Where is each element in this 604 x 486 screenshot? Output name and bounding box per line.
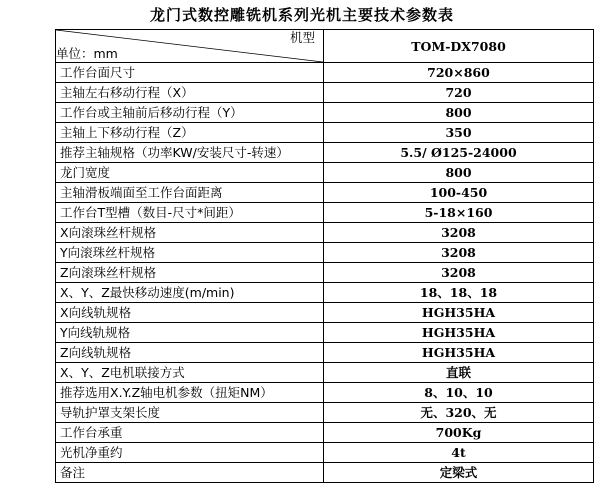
table-row	[56, 283, 594, 303]
spec-table	[55, 29, 594, 483]
table-row	[56, 223, 594, 243]
param-cell: X、Y、Z电机联接方式	[56, 363, 324, 383]
value-cell: 5.5/ Ø125-24000	[324, 143, 594, 163]
value-cell: 350	[324, 123, 594, 143]
value-cell: 720	[324, 83, 594, 103]
value-cell: 100-450	[324, 183, 594, 203]
table-row	[56, 163, 594, 183]
param-cell: X向线轨规格	[56, 303, 324, 323]
value-cell: 5-18×160	[324, 203, 594, 223]
value-cell: 无、320、无	[324, 403, 594, 423]
value-cell: 700Kg	[324, 423, 594, 443]
table-row	[56, 143, 594, 163]
table-row	[56, 243, 594, 263]
param-cell: 推荐主轴规格（功率KW/安装尺寸-转速）	[56, 143, 324, 163]
param-cell: 备注	[56, 463, 324, 483]
param-cell: 导轨护罩支架长度	[56, 403, 324, 423]
value-cell: 3208	[324, 263, 594, 283]
table-row	[56, 323, 594, 343]
param-cell: Y向线轨规格	[56, 323, 324, 343]
param-cell: Y向滚珠丝杆规格	[56, 243, 324, 263]
param-cell: 推荐选用X.Y.Z轴电机参数（扭矩NM）	[56, 383, 324, 403]
table-row	[56, 403, 594, 423]
table-row	[56, 203, 594, 223]
param-cell: 工作台或主轴前后移动行程（Y）	[56, 103, 324, 123]
param-cell: 主轴滑板端面至工作台面距离	[56, 183, 324, 203]
header-unit-label: 单位：mm	[56, 46, 118, 61]
value-cell: 800	[324, 103, 594, 123]
table-row	[56, 183, 594, 203]
value-cell: HGH35HA	[324, 343, 594, 363]
value-cell: 18、18、18	[324, 283, 594, 303]
value-cell: 3208	[324, 243, 594, 263]
value-cell: 4t	[324, 443, 594, 463]
value-cell: 定梁式	[324, 463, 594, 483]
param-cell: Z向滚珠丝杆规格	[56, 263, 324, 283]
param-cell: X向滚珠丝杆规格	[56, 223, 324, 243]
param-cell: 工作台面尺寸	[56, 63, 324, 83]
param-cell: 主轴左右移动行程（X）	[56, 83, 324, 103]
param-cell: X、Y、Z最快移动速度(m/min)	[56, 283, 324, 303]
header-corner-cell	[56, 30, 324, 63]
param-cell: Z向线轨规格	[56, 343, 324, 363]
table-row	[56, 303, 594, 323]
table-row	[56, 63, 594, 83]
value-cell: HGH35HA	[324, 303, 594, 323]
header-model-value: TOM-DX7080	[324, 30, 594, 63]
param-cell: 光机净重约	[56, 443, 324, 463]
value-cell: 8、10、10	[324, 383, 594, 403]
value-cell: 直联	[324, 363, 594, 383]
table-row	[56, 123, 594, 143]
table-row	[56, 343, 594, 363]
table-title: 龙门式数控雕铣机系列光机主要技术参数表	[149, 6, 454, 24]
param-cell: 工作台承重	[56, 423, 324, 443]
value-cell: 3208	[324, 223, 594, 243]
table-row	[56, 463, 594, 483]
param-cell: 主轴上下移动行程（Z）	[56, 123, 324, 143]
table-row	[56, 443, 594, 463]
param-cell: 龙门宽度	[56, 163, 324, 183]
table-row	[56, 263, 594, 283]
table-row	[56, 83, 594, 103]
table-row	[56, 103, 594, 123]
table-row	[56, 363, 594, 383]
param-cell: 工作台T型槽（数目-尺寸*间距）	[56, 203, 324, 223]
value-cell: 800	[324, 163, 594, 183]
value-cell: HGH35HA	[324, 323, 594, 343]
value-cell: 720×860	[324, 63, 594, 83]
table-header-row	[56, 30, 594, 63]
table-row	[56, 383, 594, 403]
header-model-label: 机型	[289, 30, 315, 45]
table-row	[56, 423, 594, 443]
